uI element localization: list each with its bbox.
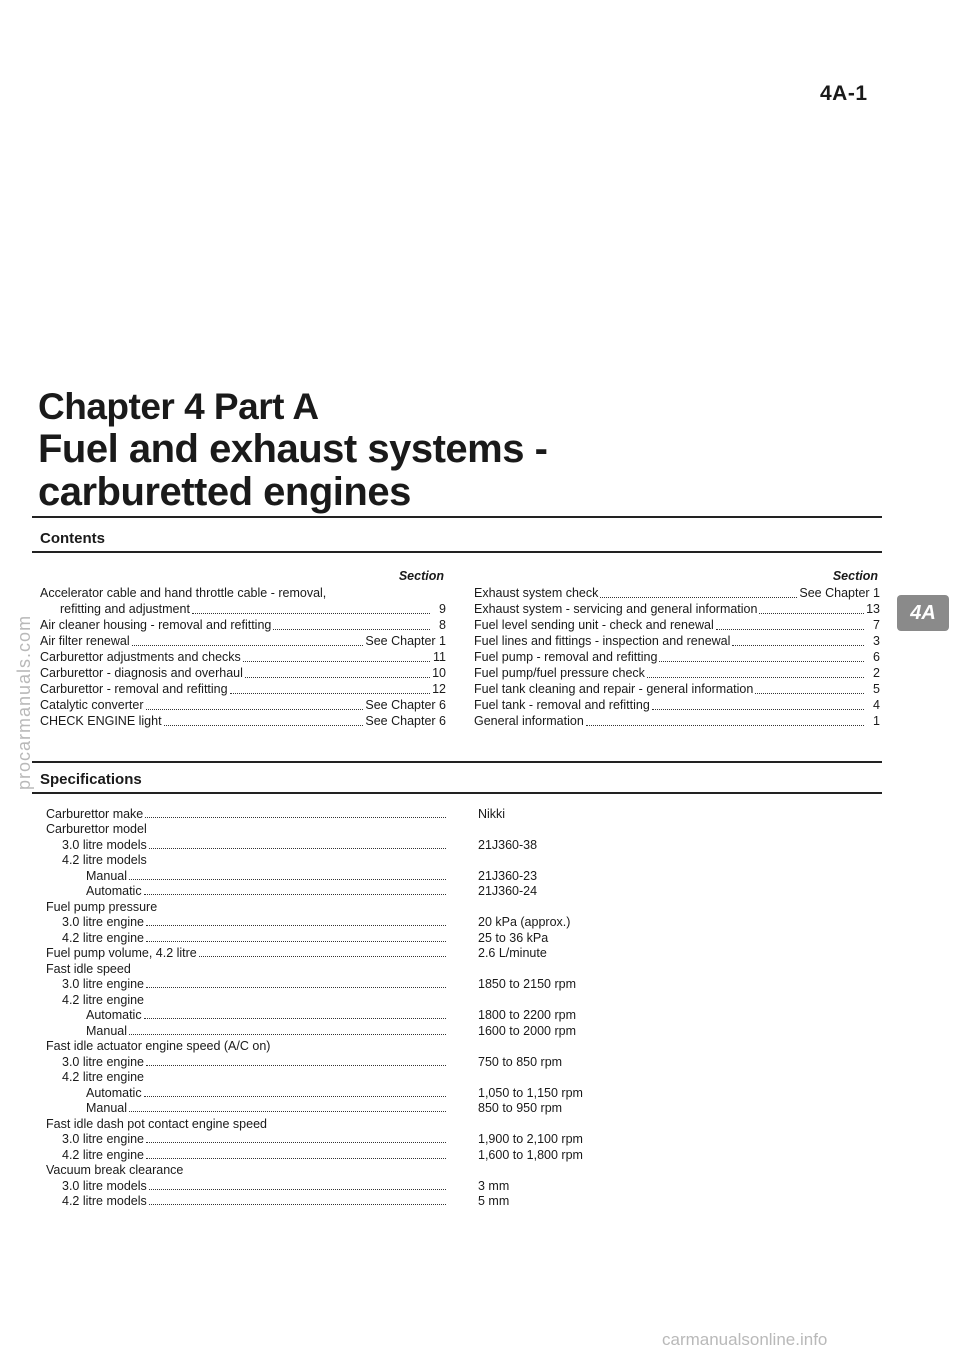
spec-label: Fast idle dash pot contact engine speed: [46, 1116, 267, 1131]
dot-leader: [243, 661, 430, 662]
dot-leader: [129, 879, 446, 880]
contents-entry-section: See Chapter 1: [365, 634, 446, 648]
contents-entry-title: Carburettor - diagnosis and overhaul: [40, 666, 243, 680]
spec-row: [46, 1084, 876, 1100]
spec-value: 1850 to 2150 rpm: [478, 977, 576, 991]
dot-leader: [652, 709, 864, 710]
spec-value: 1,050 to 1,150 rpm: [478, 1085, 583, 1100]
spec-label: 4.2 litre models: [62, 853, 147, 867]
contents-entry: [40, 665, 446, 681]
spec-label: Automatic: [86, 1085, 142, 1100]
spec-value: 5 mm: [478, 1194, 510, 1208]
spec-row: [46, 914, 876, 930]
contents-entry: [474, 633, 880, 649]
spec-row: [46, 1069, 876, 1085]
contents-entry-title: Accelerator cable and hand throttle cable - removal,: [40, 586, 327, 600]
page-number: 4A-1: [820, 82, 868, 105]
contents-entry-section: 2: [873, 666, 880, 680]
spec-label: Automatic: [86, 1008, 142, 1022]
chapter-title: [38, 385, 547, 514]
section-column-header: Section: [832, 569, 878, 583]
contents-entry: [474, 649, 880, 665]
contents-entry: [40, 633, 446, 649]
contents-entry-title: refitting and adjustment: [60, 602, 190, 616]
spec-row: [46, 1177, 876, 1193]
contents-entry-title: Fuel tank - removal and refitting: [474, 698, 650, 712]
dot-leader: [755, 693, 864, 694]
contents-entry-title: Exhaust system - servicing and general information: [474, 602, 758, 616]
dot-leader: [149, 1204, 446, 1205]
spec-row: [46, 1038, 876, 1054]
spec-label: 3.0 litre engine: [62, 1054, 145, 1069]
contents-entry-title: Air filter renewal: [40, 634, 130, 648]
chapter-title-line2: Fuel and exhaust systems -: [38, 427, 548, 471]
contents-entry-title: Fuel pump/fuel pressure check: [474, 666, 645, 680]
spec-value: 1800 to 2200 rpm: [478, 1008, 576, 1022]
dot-leader: [199, 956, 446, 957]
spec-label: Manual: [86, 1101, 127, 1115]
contents-entry-title: Catalytic converter: [40, 698, 144, 712]
contents-entry: [474, 585, 880, 601]
spec-label: 3.0 litre engine: [62, 977, 145, 991]
contents-entry-section: See Chapter 6: [365, 698, 446, 712]
dot-leader: [586, 725, 864, 726]
spec-label: Fuel pump volume, 4.2 litre: [46, 946, 197, 960]
dot-leader: [146, 941, 446, 942]
side-watermark: procarmanuals.com: [14, 614, 34, 790]
spec-row: [46, 1131, 876, 1147]
contents-entry: [40, 649, 446, 665]
spec-label: Automatic: [86, 884, 142, 898]
spec-value: 25 to 36 kPa: [478, 930, 549, 945]
spec-label: 4.2 litre engine: [62, 1070, 145, 1084]
spec-value: 20 kPa (approx.): [478, 915, 571, 929]
spec-row: [46, 1146, 876, 1162]
contents-entry-section: 11: [433, 650, 446, 664]
contents-entry-section: 9: [439, 602, 446, 616]
spec-value: 2.6 L/minute: [478, 946, 547, 960]
contents-entry-section: 3: [873, 634, 880, 648]
dot-leader: [732, 645, 864, 646]
spec-row: [46, 1100, 876, 1116]
dot-leader: [192, 613, 430, 614]
contents-entry: [474, 681, 880, 697]
contents-entry-title: Fuel tank cleaning and repair - general information: [474, 682, 754, 696]
spec-label: 4.2 litre engine: [62, 930, 145, 945]
specifications-heading: Specifications: [40, 771, 142, 788]
spec-row: [46, 836, 876, 852]
spec-value: 21J360-24: [478, 884, 538, 898]
spec-row: [46, 929, 876, 945]
spec-row: [46, 945, 876, 961]
spec-value: Nikki: [478, 806, 506, 821]
dot-leader: [164, 725, 364, 726]
dot-leader: [230, 693, 430, 694]
contents-entry: [474, 713, 880, 729]
contents-right-column: [474, 568, 880, 729]
spec-row: [46, 1115, 876, 1131]
spec-value: 1,600 to 1,800 rpm: [478, 1147, 583, 1162]
contents-entry-title: CHECK ENGINE light: [40, 714, 162, 728]
dot-leader: [149, 1189, 446, 1190]
dot-leader: [273, 629, 430, 630]
dot-leader: [129, 1034, 446, 1035]
spec-row: [46, 1053, 876, 1069]
spec-label: Fast idle actuator engine speed (A/C on): [46, 1039, 271, 1053]
spec-value: 21J360-38: [478, 837, 538, 852]
contents-entry-section: See Chapter 6: [365, 714, 446, 728]
spec-label: Fast idle speed: [46, 961, 131, 976]
contents-entry: [474, 617, 880, 633]
dot-leader: [759, 613, 864, 614]
spec-row: [46, 960, 876, 976]
chapter-tab-badge: 4A: [897, 595, 949, 631]
spec-label: 4.2 litre engine: [62, 992, 145, 1007]
dot-leader: [716, 629, 864, 630]
dot-leader: [146, 1158, 446, 1159]
contents-left-column: [40, 568, 446, 729]
contents-heading: Contents: [40, 530, 105, 547]
dot-leader: [144, 1018, 446, 1019]
spec-value: 1600 to 2000 rpm: [478, 1023, 576, 1038]
specifications-list: [46, 805, 876, 1208]
contents-entry-title: Air cleaner housing - removal and refitting: [40, 618, 272, 632]
contents-entry-title: Fuel lines and fittings - inspection and renewal: [474, 634, 731, 648]
dot-leader: [149, 848, 446, 849]
spec-row: [46, 898, 876, 914]
spec-label: Manual: [86, 868, 127, 883]
dot-leader: [144, 1096, 446, 1097]
spec-label: Fuel pump pressure: [46, 899, 158, 914]
dot-leader: [146, 1065, 446, 1066]
contents-divider: [32, 551, 882, 553]
dot-leader: [647, 677, 864, 678]
spec-value: 1,900 to 2,100 rpm: [478, 1132, 583, 1146]
title-divider: [32, 516, 882, 518]
contents-entry-title: General information: [474, 714, 584, 728]
contents-entry: [40, 601, 446, 617]
dot-leader: [659, 661, 864, 662]
spec-label: 3.0 litre models: [62, 1178, 147, 1193]
spec-row: [46, 867, 876, 883]
dot-leader: [129, 1111, 446, 1112]
spec-label: 3.0 litre engine: [62, 1132, 145, 1146]
spec-label: 4.2 litre engine: [62, 1147, 145, 1162]
spec-label: Carburettor make: [46, 806, 144, 821]
dot-leader: [146, 925, 446, 926]
spec-row: [46, 1193, 876, 1209]
contents-entry: [40, 681, 446, 697]
contents-entry: [40, 713, 446, 729]
contents-entry: [474, 601, 880, 617]
spec-row: [46, 991, 876, 1007]
dot-leader: [145, 817, 446, 818]
contents-entry-section: 5: [873, 682, 880, 696]
bottom-watermark: carmanualsonline.info: [662, 1330, 828, 1349]
spec-row: [46, 1007, 876, 1023]
contents-entry-section: 6: [873, 650, 880, 664]
spec-label: 3.0 litre engine: [62, 915, 145, 929]
chapter-title-line3: carburetted engines: [38, 470, 411, 514]
contents-entry-title: Fuel pump - removal and refitting: [474, 650, 658, 664]
specifications-top-divider: [32, 761, 882, 763]
spec-label: 4.2 litre models: [62, 1194, 147, 1208]
spec-value: 3 mm: [478, 1178, 510, 1193]
spec-value: 21J360-23: [478, 868, 538, 883]
spec-label: Manual: [86, 1023, 127, 1038]
contents-entry-section: 12: [432, 682, 446, 696]
contents-entry-title: Carburettor adjustments and checks: [40, 650, 241, 664]
contents-entry-title: Exhaust system check: [474, 586, 599, 600]
contents-entry: [474, 697, 880, 713]
contents-entry: [474, 665, 880, 681]
dot-leader: [146, 1142, 446, 1143]
contents-entry-section: 13: [866, 602, 880, 616]
dot-leader: [132, 645, 364, 646]
section-column-header: Section: [398, 569, 444, 583]
contents-entry: [40, 585, 446, 601]
contents-entry-section: 4: [873, 698, 880, 712]
spec-value: 850 to 950 rpm: [478, 1101, 563, 1115]
contents-entry-section: See Chapter 1: [799, 586, 880, 600]
spec-label: 3.0 litre models: [62, 837, 147, 852]
chapter-title-line1: Chapter 4 Part A: [38, 386, 319, 427]
spec-value: 750 to 850 rpm: [478, 1054, 563, 1069]
dot-leader: [146, 709, 364, 710]
spec-row: [46, 976, 876, 992]
spec-row: [46, 821, 876, 837]
contents-entry-section: 8: [439, 618, 446, 632]
contents-entry-section: 1: [873, 714, 880, 728]
spec-row: [46, 852, 876, 868]
contents-entry-title: Fuel level sending unit - check and renewal: [474, 618, 714, 632]
dot-leader: [144, 894, 446, 895]
contents-entry-section: 10: [432, 666, 446, 680]
dot-leader: [146, 987, 446, 988]
spec-row: [46, 1162, 876, 1178]
specifications-divider: [32, 792, 882, 794]
spec-label: Vacuum break clearance: [46, 1163, 184, 1177]
spec-row: [46, 1022, 876, 1038]
contents-entry-section: 7: [873, 618, 880, 632]
dot-leader: [245, 677, 430, 678]
contents-entry: [40, 697, 446, 713]
contents-entry-title: Carburettor - removal and refitting: [40, 682, 228, 696]
spec-row: [46, 883, 876, 899]
spec-label: Carburettor model: [46, 822, 147, 836]
dot-leader: [600, 597, 797, 598]
spec-row: [46, 805, 876, 821]
contents-entry: [40, 617, 446, 633]
